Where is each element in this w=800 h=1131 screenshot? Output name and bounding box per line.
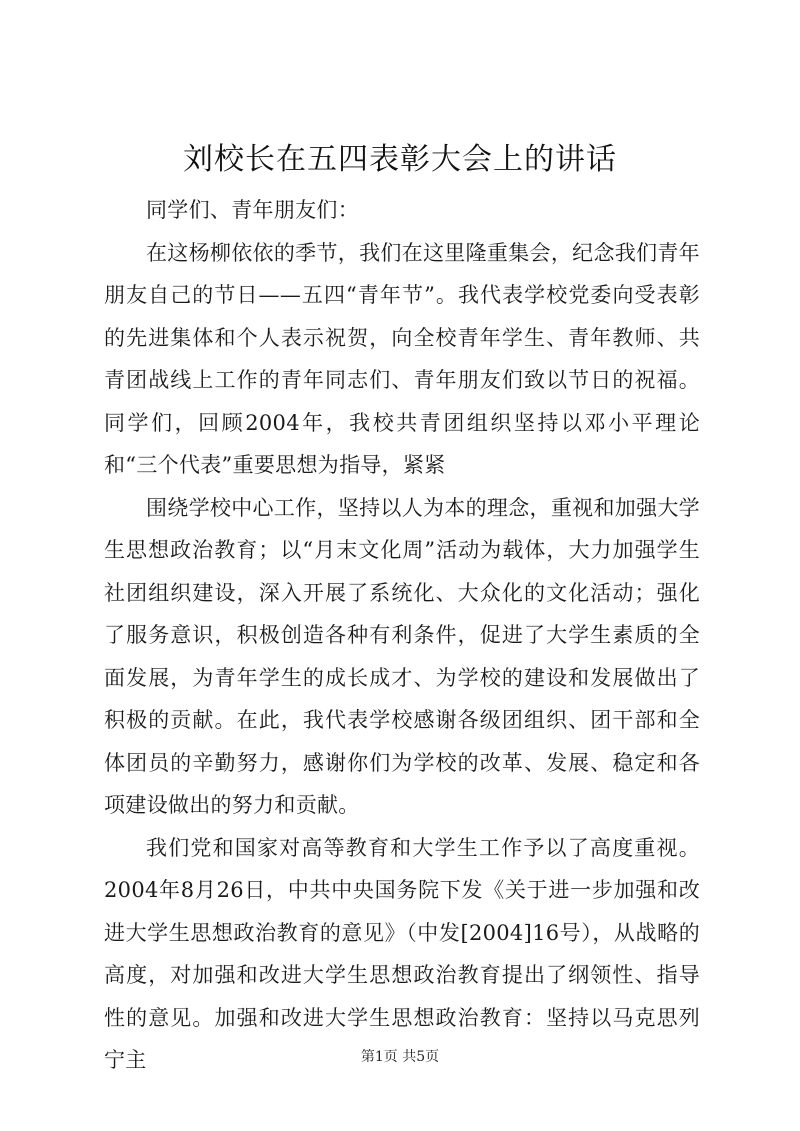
document-body xyxy=(104,189,700,1082)
body-paragraph-2: 围绕学校中心工作，坚持以人为本的理念，重视和加强大学生思想政治教育；以“月末文化周”活动为载体，大力加强学生社团组织建设，深入开展了系统化、大众化的文化活动；强化了服务意识，积极创造各种有利条件，促进了大学生素质的全面发展，为青年学生的成长成才、为学校的建设和发展做出了积极的贡献。在此，我代表学校感谢各级团组织、团干部和全体团员的辛勤努力，感谢你们为学校的改革、发展、稳定和各项建设做出的努力和贡献。 xyxy=(104,495,700,817)
body-paragraph-1: 在这杨柳依依的季节，我们在这里隆重集会，纪念我们青年朋友自己的节日——五四“青年节”。我代表学校党委向受表彰的先进集体和个人表示祝贺，向全校青年学生、青年教师、共青团战线上工作的青年同志们、青年朋友们致以节日的祝福。同学们，回顾2004年，我校共青团组织坚持以邓小平理论和“三个代表”重要思想为指导，紧紧 xyxy=(104,240,700,477)
greeting-paragraph: 同学们、青年朋友们： xyxy=(146,198,359,222)
document-title: 刘校长在五四表彰大会上的讲话 xyxy=(183,142,617,177)
page-number-footer: 第1页 共5页 xyxy=(360,1049,440,1065)
body-paragraph-3: 我们党和国家对高等教育和大学生工作予以了高度重视。2004年8月26日，中共中央国务院下发《关于进一步加强和改进大学生思想政治教育的意见》（中发[2004]16号），从战略的高度，对加强和改进大学生思想政治教育提出了纲领性、指导性的意见。加强和改进大学生思想政治教育：坚持以马克思列宁主 xyxy=(104,835,700,1072)
